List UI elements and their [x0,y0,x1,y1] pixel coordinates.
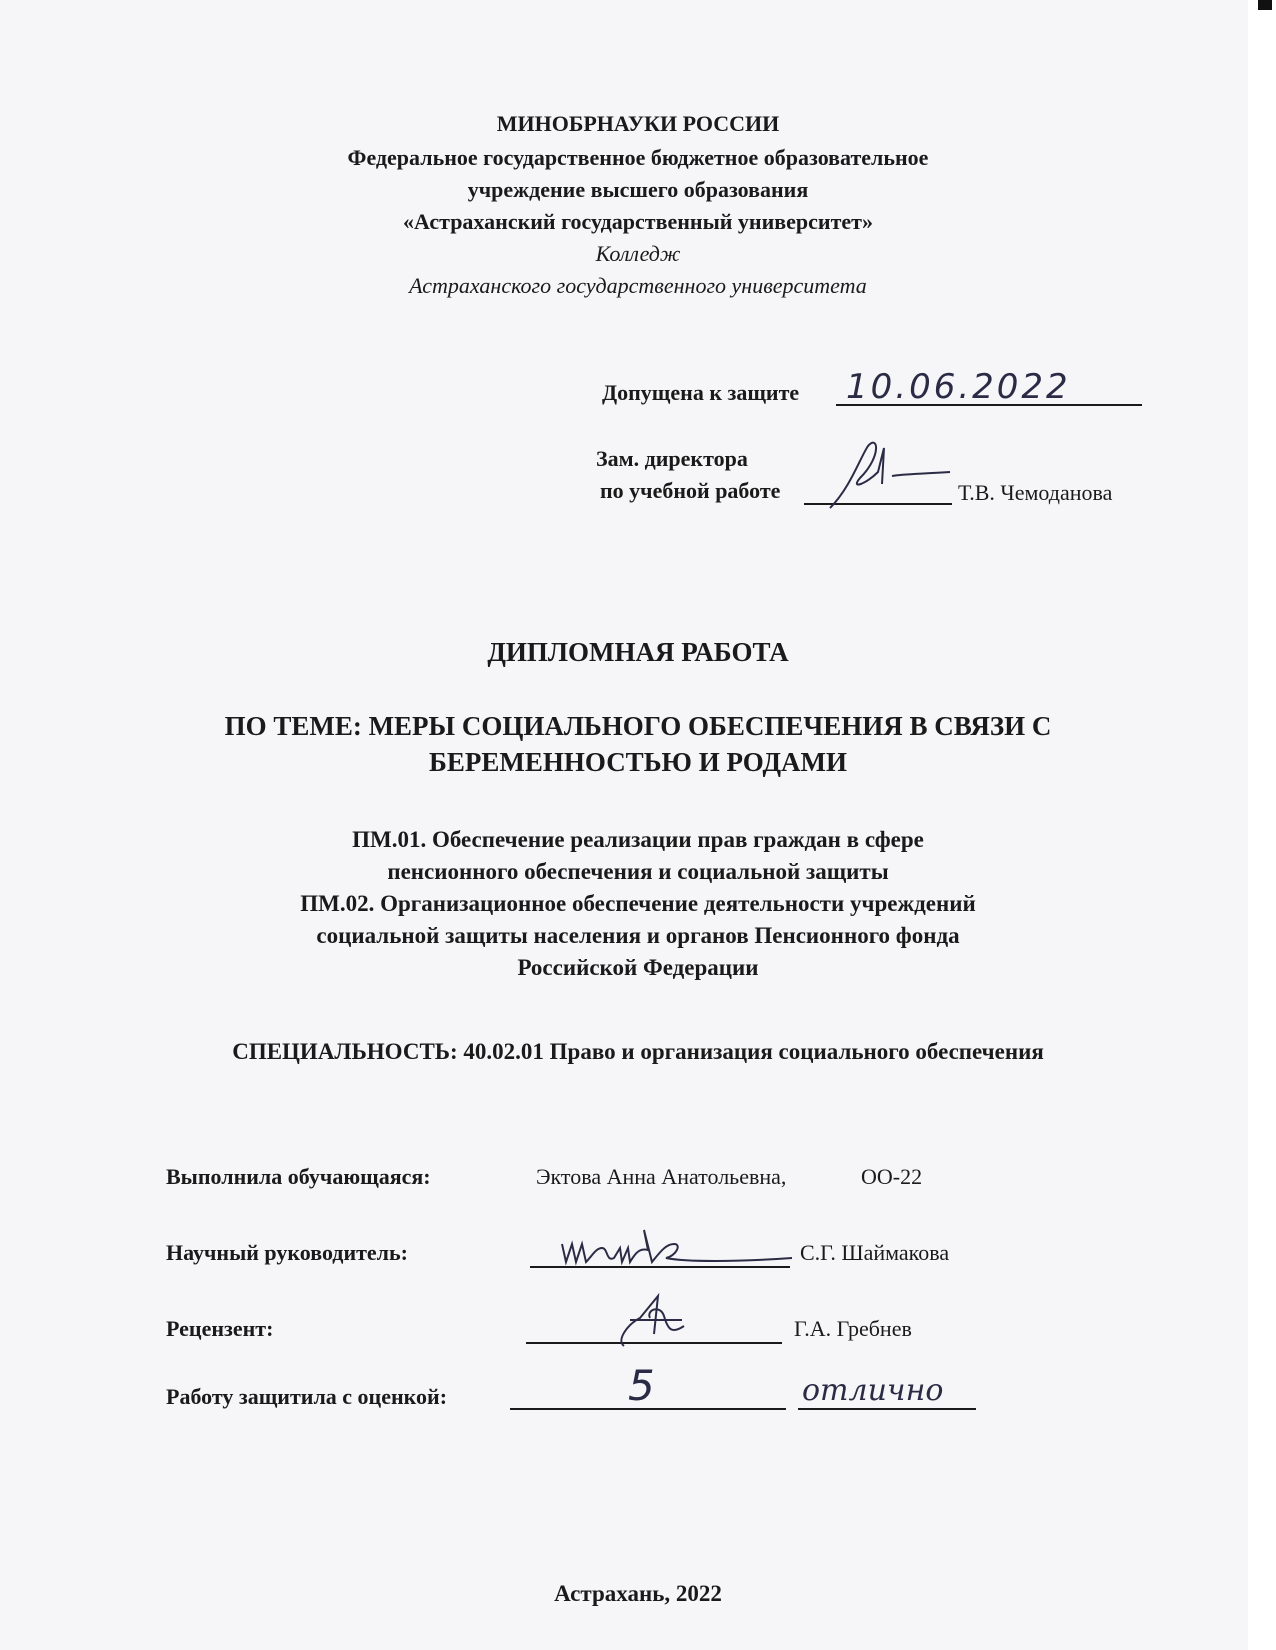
supervisor-name: С.Г. Шаймакова [800,1240,950,1265]
scan-corner-mark [1258,0,1272,10]
student-name: Эктова Анна Анатольевна, [536,1164,787,1189]
grade-number: 5 [628,1361,655,1408]
college-line-1: Колледж [595,241,681,266]
pm01-line-2: пенсионного обеспечения и социальной защиты [387,859,889,884]
institution-line-2: учреждение высшего образования [467,177,809,202]
specialty [0,1036,1276,1068]
student-group: ОО-22 [861,1164,923,1189]
pm02-line-1: ПМ.02. Организационное обеспечение деятельности учреждений [300,891,976,916]
deputy-label-line-2: по учебной работе [600,478,781,503]
college-line-2: Астраханского государственного университета [409,273,867,298]
pm02-line-3: Российской Федерации [517,955,759,980]
supervisor-label: Научный руководитель: [166,1240,408,1265]
reviewer-label: Рецензент: [166,1316,274,1341]
grade-number-line [510,1408,786,1410]
ministry-heading: МИНОБРНАУКИ РОССИИ [496,111,780,136]
reviewer-signature [610,1290,710,1354]
city-year: Астрахань, 2022 [554,1581,722,1606]
institution-line-1: Федеральное государственное бюджетное образовательное [347,145,929,170]
deputy-label-line-1: Зам. директора [596,446,748,471]
work-type-title: ДИПЛОМНАЯ РАБОТА [487,637,789,667]
topic-line-1: ПО ТЕМЕ: МЕРЫ СОЦИАЛЬНОГО ОБЕСПЕЧЕНИЯ В СВЯЗИ С [224,711,1052,741]
admitted-date-handwriting [846,366,1096,406]
pm02-line-2: социальной защиты населения и органов Пенсионного фонда [316,923,960,948]
pm01-line-1: ПМ.01. Обеспечение реализации прав граждан в сфере [352,827,924,852]
topic-line-2: БЕРЕМЕННОСТЬЮ И РОДАМИ [429,747,847,777]
reviewer-name: Г.А. Гребнев [794,1316,912,1341]
admitted-label: Допущена к защите [602,380,800,405]
specialty-text: СПЕЦИАЛЬНОСТЬ: 40.02.01 Право и организация социального обеспечения [232,1039,1044,1064]
grade-word: отлично [802,1373,944,1408]
grade-number-handwriting [620,1356,680,1408]
supervisor-signature [556,1222,796,1270]
deputy-name: Т.В. Чемоданова [958,480,1113,505]
grade-label: Работу защитила с оценкой: [166,1384,448,1409]
admitted-date: 10.06.2022 [846,367,1071,406]
deputy-signature [820,428,960,518]
grade-word-handwriting [800,1370,980,1410]
student-label: Выполнила обучающаяся: [166,1164,431,1189]
university-name: «Астраханский государственный университет» [403,209,873,234]
